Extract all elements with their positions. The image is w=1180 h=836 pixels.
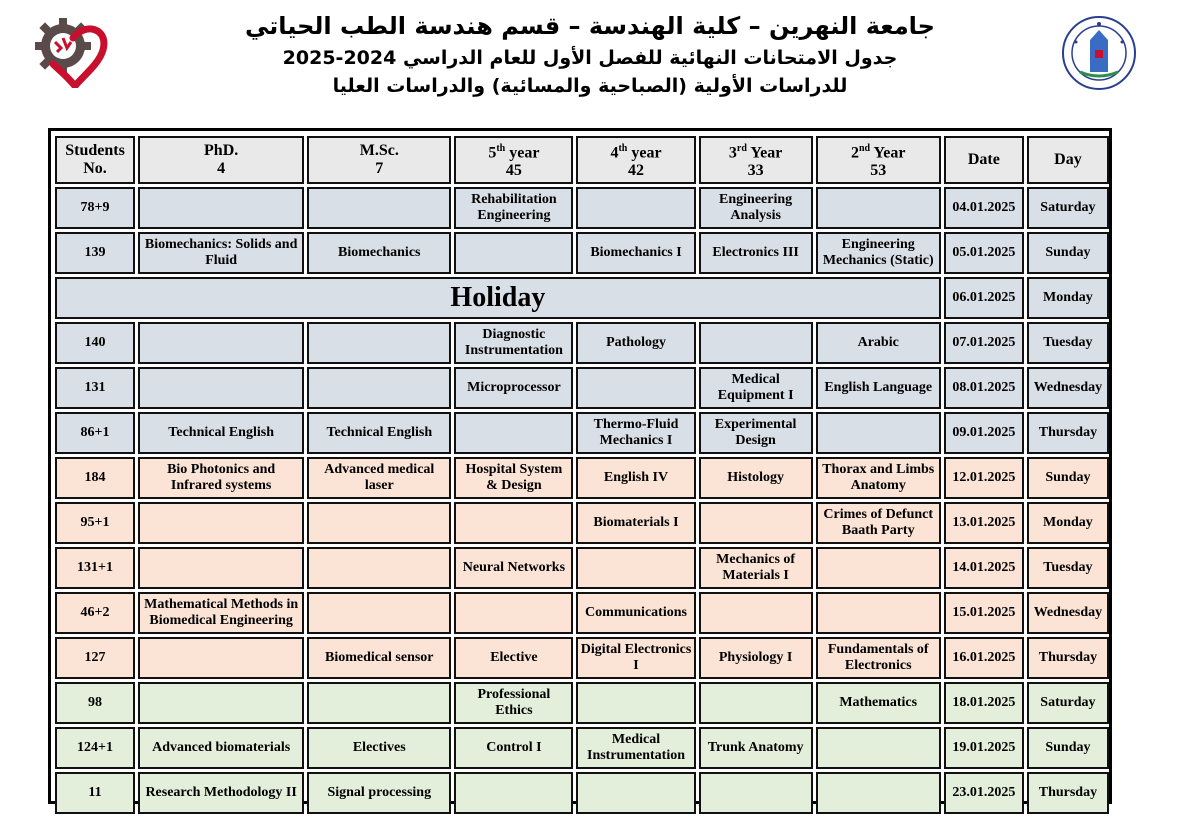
cell-y3: Trunk Anatomy [699,727,813,769]
cell-date: 15.01.2025 [944,592,1024,634]
cell-students: 124+1 [55,727,135,769]
cell-y4: Communications [576,592,695,634]
cell-students: 46+2 [55,592,135,634]
cell-date: 04.01.2025 [944,187,1024,229]
cell-y4: Thermo-Fluid Mechanics I [576,412,695,454]
cell-date: 09.01.2025 [944,412,1024,454]
cell-phd: Biomechanics: Solids and Fluid [138,232,304,274]
cell-y5 [454,232,573,274]
cell-y3: Engineering Analysis [699,187,813,229]
cell-y5 [454,592,573,634]
holiday-row [55,277,1109,319]
cell-msc [307,592,451,634]
cell-phd [138,322,304,364]
cell-phd [138,187,304,229]
exam-schedule-table [52,133,1112,817]
cell-y2 [816,187,941,229]
cell-date: 14.01.2025 [944,547,1024,589]
cell-y4: Digital Electronics I [576,637,695,679]
cell-y4: Pathology [576,322,695,364]
cell-msc: Biomechanics [307,232,451,274]
cell-students: 78+9 [55,187,135,229]
cell-date: 16.01.2025 [944,637,1024,679]
cell-phd: Technical English [138,412,304,454]
cell-day: Saturday [1027,682,1109,724]
university-seal [1060,14,1138,92]
cell-day: Tuesday [1027,547,1109,589]
cell-date: 23.01.2025 [944,772,1024,814]
cell-students: 131+1 [55,547,135,589]
cell-y3 [699,682,813,724]
cell-y4 [576,187,695,229]
cell-students: 86+1 [55,412,135,454]
cell-y3: Histology [699,457,813,499]
cell-date: 12.01.2025 [944,457,1024,499]
cell-y2: Engineering Mechanics (Static) [816,232,941,274]
cell-y2: Mathematics [816,682,941,724]
cell-day: Monday [1027,502,1109,544]
cell-students: 95+1 [55,502,135,544]
table-row [55,547,1109,589]
cell-day: Sunday [1027,232,1109,274]
cell-y4 [576,772,695,814]
cell-phd [138,502,304,544]
header-scope: للدراسات الأولية (الصباحية والمسائية) والدراسات العليا [332,75,848,97]
cell-y2 [816,727,941,769]
cell-y4: English IV [576,457,695,499]
cell-day: Sunday [1027,727,1109,769]
cell-day: Thursday [1027,637,1109,679]
cell-day: Wednesday [1027,367,1109,409]
cell-y3: Mechanics of Materials I [699,547,813,589]
table-row [55,187,1109,229]
cell-phd [138,547,304,589]
cell-y3: Medical Equipment I [699,367,813,409]
header-row [55,136,1109,184]
cell-date: 19.01.2025 [944,727,1024,769]
cell-y2: Arabic [816,322,941,364]
table-row [55,232,1109,274]
cell-msc: Electives [307,727,451,769]
cell-date: 08.01.2025 [944,367,1024,409]
cell-students: 139 [55,232,135,274]
cell-day: Wednesday [1027,592,1109,634]
header-title: جامعة النهرين – كلية الهندسة – قسم هندسة الطب الحياتي [245,12,935,40]
cell-phd [138,682,304,724]
cell-y5 [454,412,573,454]
cell-msc [307,367,451,409]
col-phd: PhD. 4 [138,136,304,184]
col-year3: 3rd Year 33 [699,136,813,184]
cell-y4 [576,682,695,724]
cell-msc [307,187,451,229]
cell-students: 98 [55,682,135,724]
cell-y3: Physiology I [699,637,813,679]
cell-y5: Neural Networks [454,547,573,589]
cell-y4: Biomechanics I [576,232,695,274]
cell-y3 [699,592,813,634]
table-row [55,592,1109,634]
table-row [55,637,1109,679]
col-date: Date [944,136,1024,184]
cell-msc: Biomedical sensor [307,637,451,679]
cell-phd: Advanced biomaterials [138,727,304,769]
col-day: Day [1027,136,1109,184]
cell-y5: Control I [454,727,573,769]
cell-y3 [699,502,813,544]
cell-phd: Mathematical Methods in Biomedical Engineering [138,592,304,634]
table-row [55,727,1109,769]
cell-date: 06.01.2025 [944,277,1024,319]
cell-y2 [816,412,941,454]
cell-day: Sunday [1027,457,1109,499]
col-year2: 2nd Year 53 [816,136,941,184]
cell-y5: Diagnostic Instrumentation [454,322,573,364]
table-row [55,322,1109,364]
table-row [55,502,1109,544]
cell-phd [138,637,304,679]
table-row [55,682,1109,724]
cell-y5: Microprocessor [454,367,573,409]
cell-date: 07.01.2025 [944,322,1024,364]
table-row [55,412,1109,454]
table-row [55,367,1109,409]
cell-y5 [454,502,573,544]
cell-students: 127 [55,637,135,679]
cell-y2 [816,547,941,589]
cell-y4 [576,367,695,409]
header-subtitle: جدول الامتحانات النهائية للفصل الأول للعام الدراسي 2024-2025 [282,47,898,69]
cell-y5: Hospital System & Design [454,457,573,499]
cell-y5: Elective [454,637,573,679]
cell-students: 131 [55,367,135,409]
cell-y4: Biomaterials I [576,502,695,544]
cell-msc: Technical English [307,412,451,454]
col-msc: M.Sc. 7 [307,136,451,184]
cell-date: 13.01.2025 [944,502,1024,544]
department-logo [33,16,109,88]
cell-phd [138,367,304,409]
holiday-label: Holiday [55,277,941,319]
cell-y3 [699,772,813,814]
cell-y5: Rehabilitation Engineering [454,187,573,229]
cell-date: 18.01.2025 [944,682,1024,724]
cell-phd: Research Methodology II [138,772,304,814]
cell-date: 05.01.2025 [944,232,1024,274]
cell-y4: Medical Instrumentation [576,727,695,769]
document-header [150,8,1030,100]
cell-msc: Advanced medical laser [307,457,451,499]
cell-y2 [816,592,941,634]
cell-y4 [576,547,695,589]
cell-students: 11 [55,772,135,814]
cell-y2 [816,772,941,814]
cell-day: Tuesday [1027,322,1109,364]
cell-day: Thursday [1027,412,1109,454]
cell-y5: Professional Ethics [454,682,573,724]
cell-y3: Experimental Design [699,412,813,454]
cell-students: 184 [55,457,135,499]
cell-y3 [699,322,813,364]
table-row [55,457,1109,499]
col-year4: 4th year 42 [576,136,695,184]
col-students: Students No. [55,136,135,184]
cell-y2: Fundamentals of Electronics [816,637,941,679]
cell-y2: Crimes of Defunct Baath Party [816,502,941,544]
cell-day: Monday [1027,277,1109,319]
cell-day: Thursday [1027,772,1109,814]
col-year5: 5th year 45 [454,136,573,184]
cell-phd: Bio Photonics and Infrared systems [138,457,304,499]
cell-y2: Thorax and Limbs Anatomy [816,457,941,499]
cell-y2: English Language [816,367,941,409]
cell-msc: Signal processing [307,772,451,814]
cell-y5 [454,772,573,814]
table-row [55,772,1109,814]
cell-y3: Electronics III [699,232,813,274]
cell-day: Saturday [1027,187,1109,229]
cell-msc [307,682,451,724]
cell-msc [307,322,451,364]
cell-msc [307,547,451,589]
cell-msc [307,502,451,544]
cell-students: 140 [55,322,135,364]
